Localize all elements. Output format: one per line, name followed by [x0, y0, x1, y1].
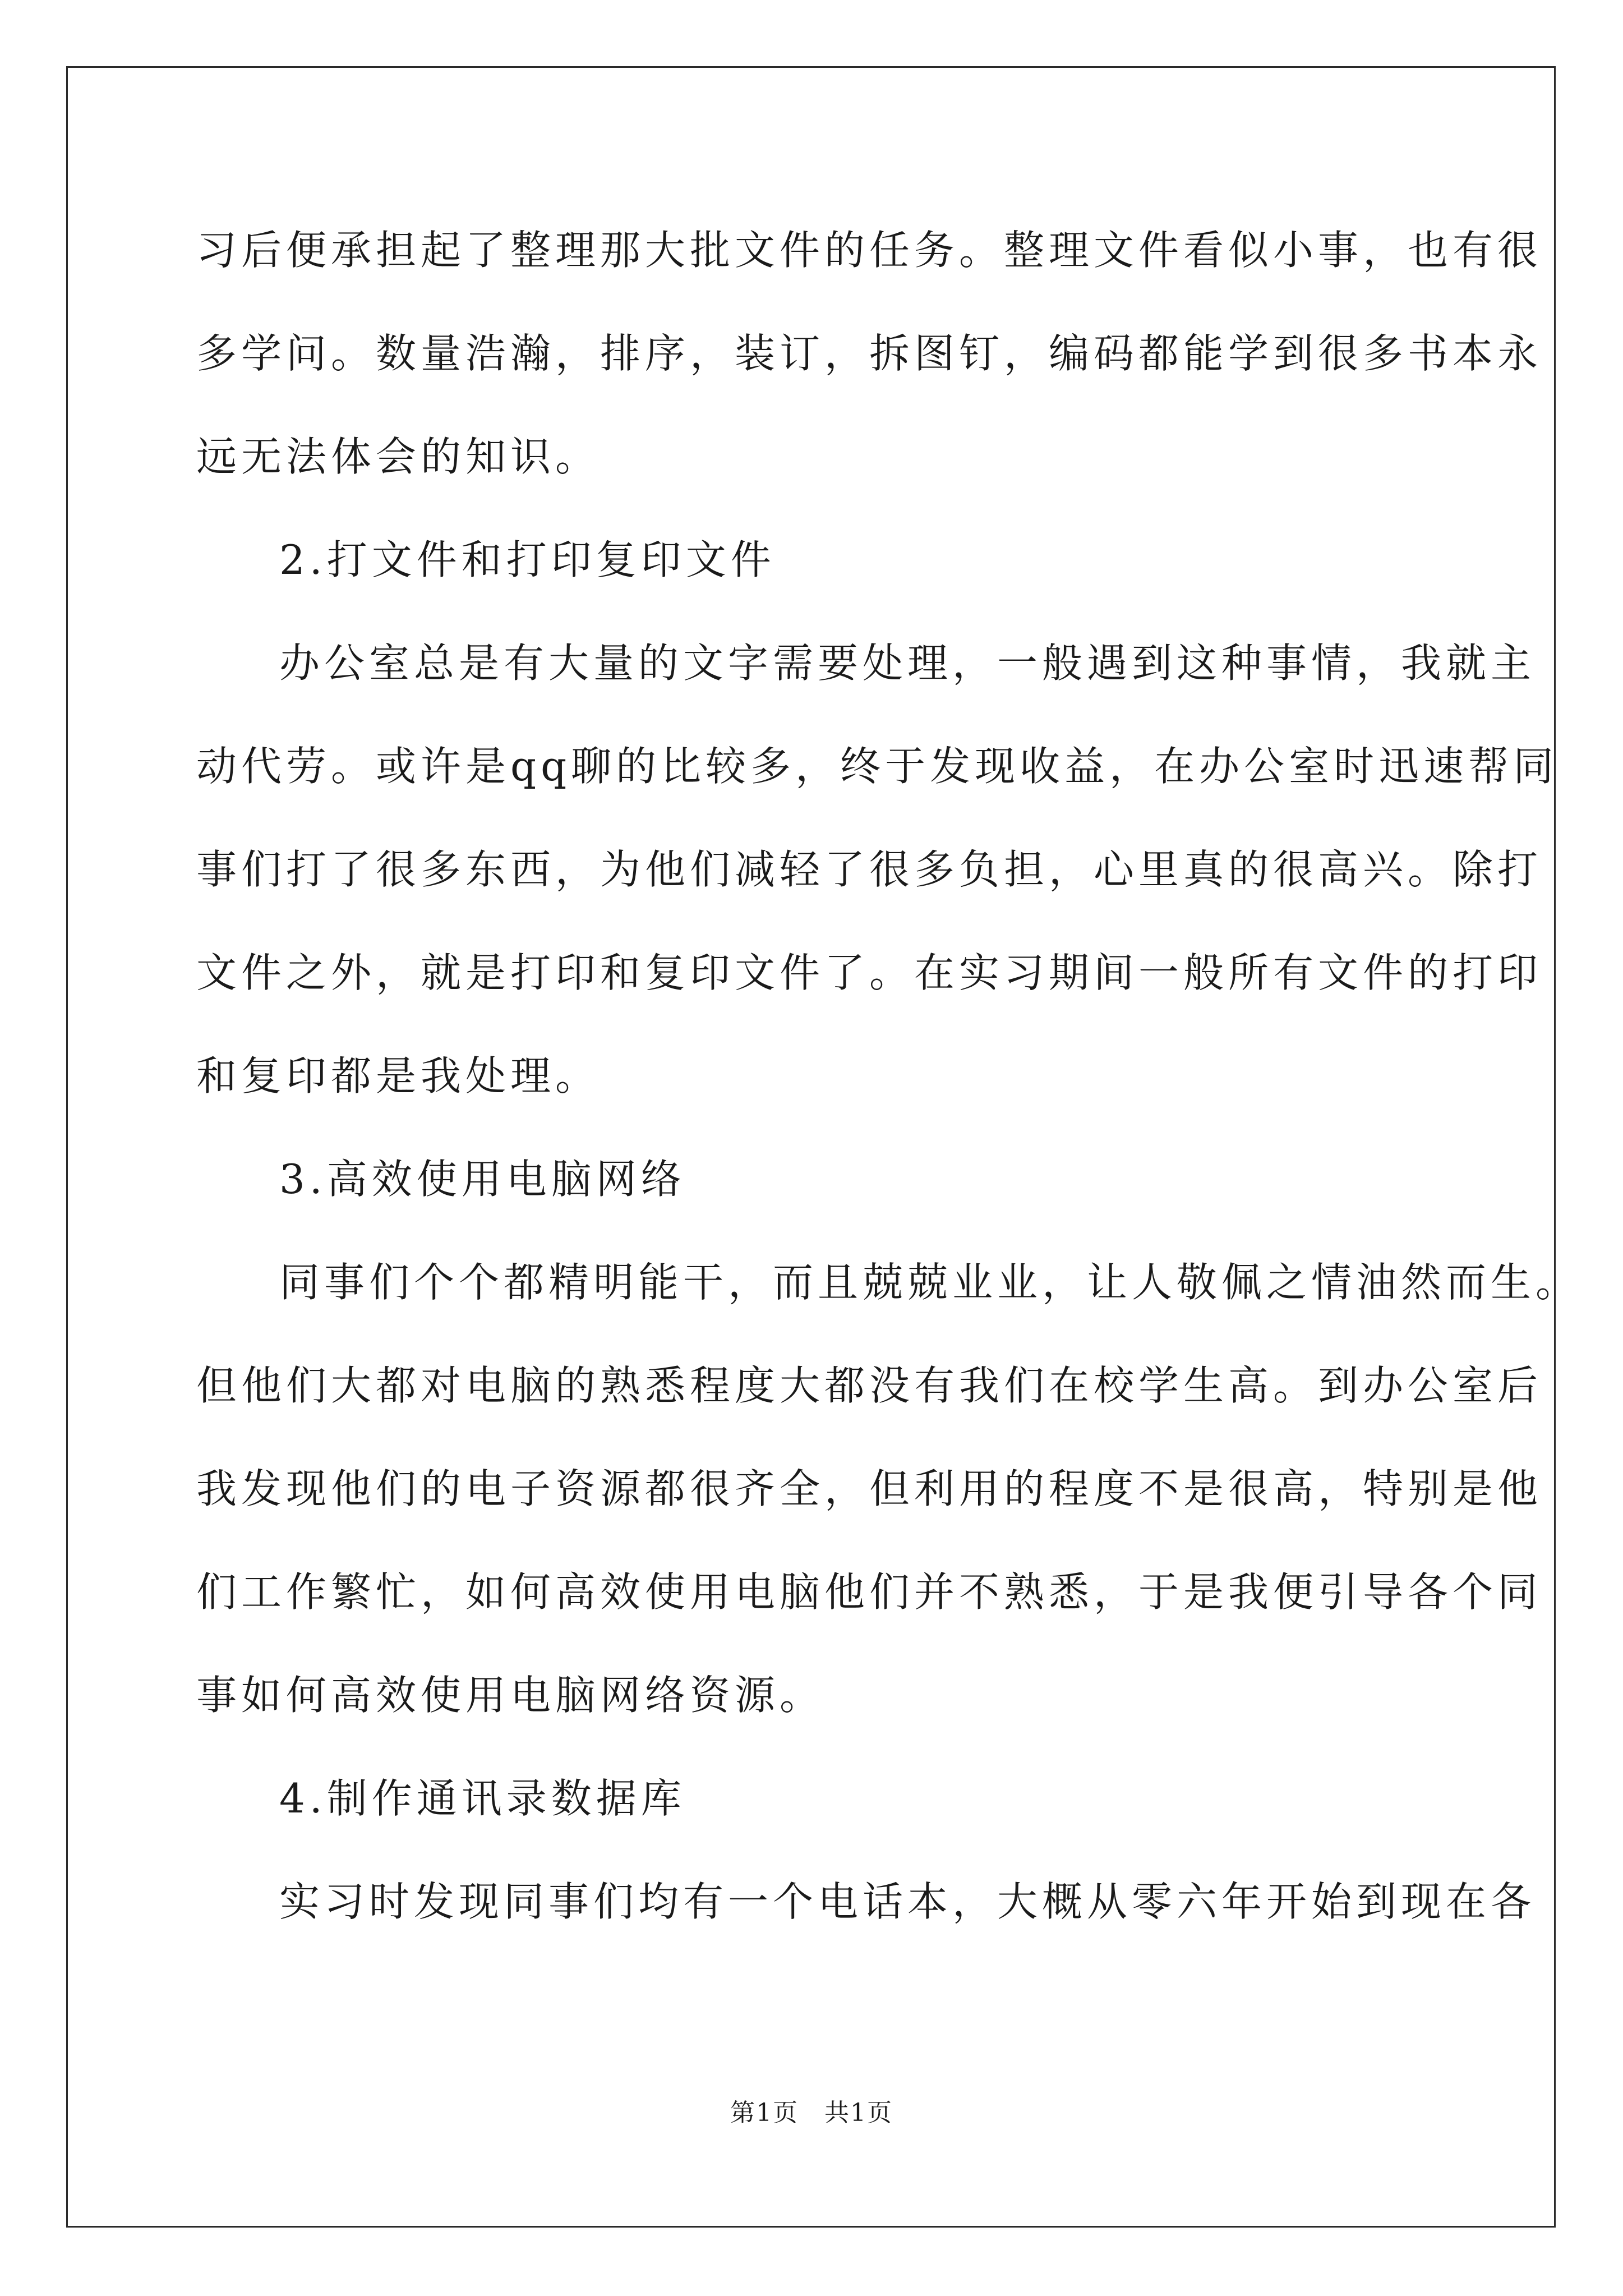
- section-heading: 3.高效使用电脑网络: [279, 1156, 686, 1203]
- page-number-footer: 第1页 共1页: [730, 2099, 893, 2127]
- text-line: 办公室总是有大量的文字需要处理，一般遇到这种事情，我就主: [279, 639, 1536, 687]
- text-line: 文件之外，就是打印和复印文件了。在实习期间一般所有文件的打印: [196, 949, 1543, 996]
- text-line: 动代劳。或许是qq聊的比较多，终于发现收益，在办公室时迅速帮同: [196, 743, 1559, 790]
- text-line: 实习时发现同事们均有一个电话本，大概从零六年开始到现在各: [279, 1878, 1536, 1925]
- section-heading: 2.打文件和打印复印文件: [279, 536, 776, 583]
- text-line: 我发现他们的电子资源都很齐全，但利用的程度不是很高，特别是他: [196, 1465, 1543, 1512]
- text-line: 习后便承担起了整理那大批文件的任务。整理文件看似小事，也有很: [196, 227, 1543, 274]
- text-line: 同事们个个都精明能干，而且兢兢业业，让人敬佩之情油然而生。: [279, 1259, 1581, 1306]
- text-line: 和复印都是我处理。: [196, 1052, 601, 1099]
- text-line: 远无法体会的知识。: [196, 433, 601, 480]
- text-line: 事们打了很多东西，为他们减轻了很多负担，心里真的很高兴。除打: [196, 846, 1543, 893]
- text-line: 们工作繁忙，如何高效使用电脑他们并不熟悉，于是我便引导各个同: [196, 1568, 1543, 1616]
- section-heading: 4.制作通讯录数据库: [279, 1775, 686, 1822]
- text-line: 但他们大都对电脑的熟悉程度大都没有我们在校学生高。到办公室后: [196, 1362, 1543, 1409]
- text-line: 事如何高效使用电脑网络资源。: [196, 1672, 825, 1719]
- text-line: 多学问。数量浩瀚，排序，装订，拆图钉，编码都能学到很多书本永: [196, 330, 1543, 377]
